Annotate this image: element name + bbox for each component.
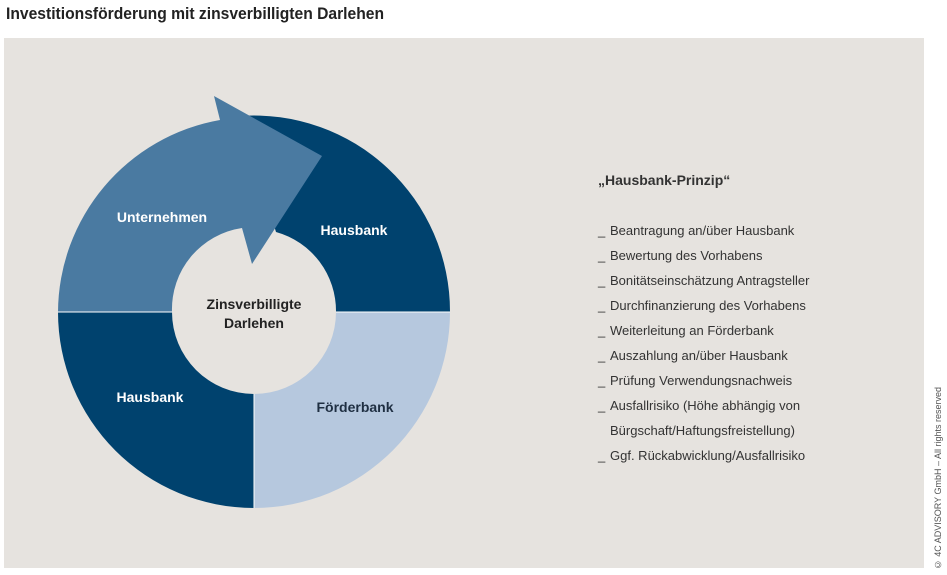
center-label-line1: Zinsverbilligte	[206, 296, 302, 312]
list-item: _ Auszahlung an/über Hausbank	[598, 348, 788, 363]
info-heading: „Hausbank-Prinzip“	[598, 172, 731, 188]
list-item: _ Ggf. Rückabwicklung/Ausfallrisiko	[598, 448, 806, 463]
center-label-line2: Darlehen	[224, 315, 284, 331]
info-panel	[598, 172, 809, 468]
list-item: _ Weiterleitung an Förderbank	[598, 323, 774, 338]
list-item: _ Ausfallrisiko (Höhe abhängig von	[598, 398, 801, 413]
page-title: Investitionsförderung mit zinsverbilligten Darlehen	[6, 4, 385, 23]
list-item: _ Prüfung Verwendungsnachweis	[598, 373, 793, 388]
label-unternehmen: Unternehmen	[116, 209, 208, 225]
list-item: _ Beantragung an/über Hausbank	[598, 223, 795, 238]
label-hausbank-bottom: Hausbank	[116, 389, 184, 405]
label-foerderbank: Förderbank	[316, 399, 394, 415]
copyright-notice: © 4C ADVISORY GmbH – All rights reserved	[933, 386, 943, 569]
info-list	[598, 218, 809, 468]
list-item: _ Bonitätseinschätzung Antragsteller	[598, 273, 810, 288]
list-item-continued: Bürgschaft/Haftungsfreistellung)	[610, 423, 795, 438]
list-item: _ Bewertung des Vorhabens	[598, 248, 763, 263]
label-hausbank-top: Hausbank	[320, 222, 388, 238]
list-item: _ Durchfinanzierung des Vorhabens	[598, 298, 806, 313]
segment-hausbank-bottom	[58, 312, 254, 508]
